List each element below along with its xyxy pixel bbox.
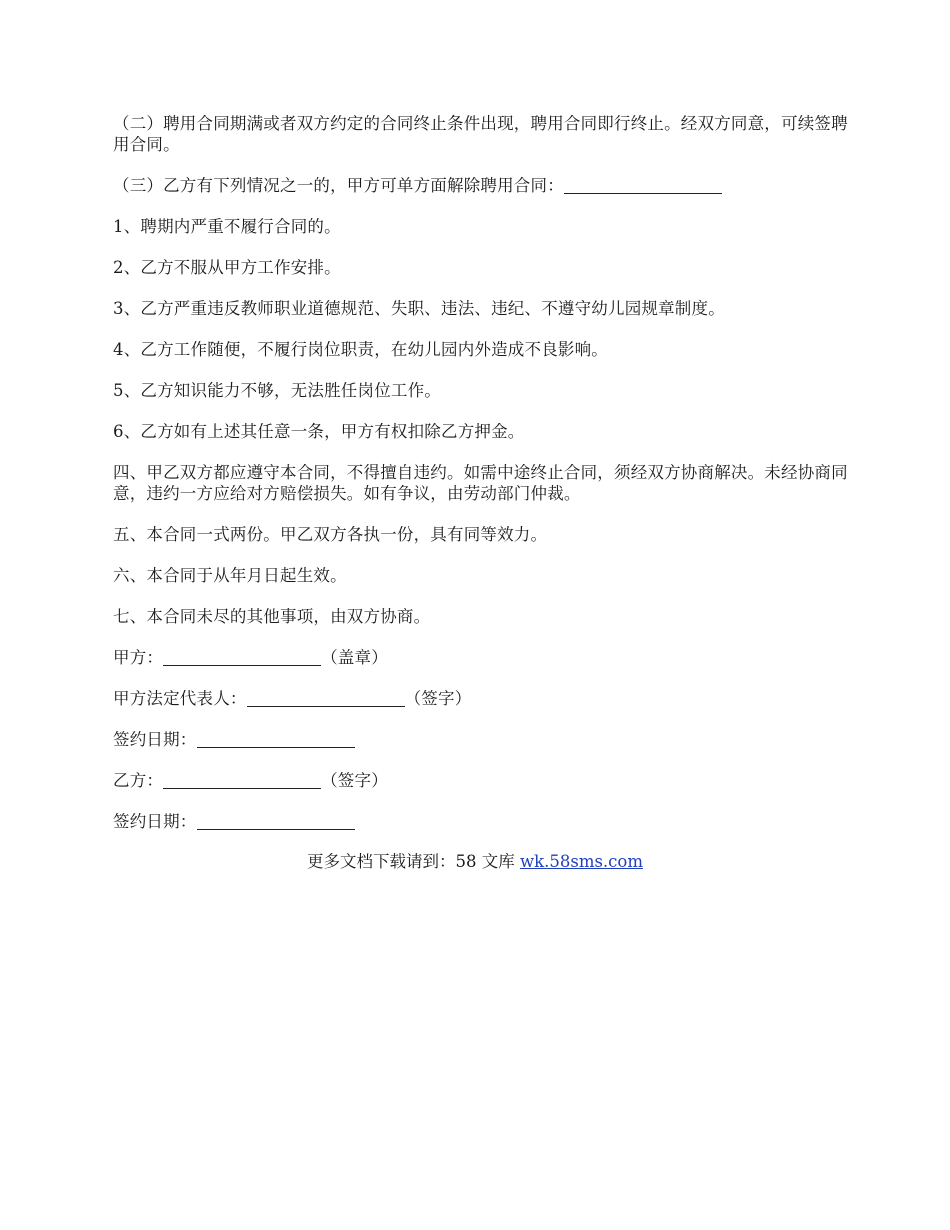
list-item: 1、聘期内严重不履行合同的。 [113, 217, 341, 236]
list-item: 2、乙方不服从甲方工作安排。 [113, 258, 341, 277]
list-item: 6、乙方如有上述其任意一条，甲方有权扣除乙方押金。 [113, 422, 525, 441]
party-b-signature-line [113, 770, 858, 791]
clause-2-3-text: （三）乙方有下列情况之一的，甲方可单方面解除聘用合同： [113, 176, 564, 195]
list-item: 4、乙方工作随便，不履行岗位职责，在幼儿园内外造成不良影响。 [113, 340, 608, 359]
clause-2-3 [113, 175, 858, 196]
clause-2-2: （二）聘用合同期满或者双方约定的合同终止条件出现，聘用合同即行终止。经双方同意，可续签聘用合同。 [113, 114, 848, 154]
legal-rep-note: （签字） [404, 689, 472, 708]
sign-date-b-label: 签约日期： [113, 812, 197, 831]
fill-in-blank [197, 813, 355, 830]
fill-in-blank [247, 690, 405, 707]
party-a-label: 甲方： [113, 648, 164, 667]
sign-date-a-label: 签约日期： [113, 730, 197, 749]
party-b-label: 乙方： [113, 771, 164, 790]
list-item: 3、乙方严重违反教师职业道德规范、失职、违法、违纪、不遵守幼儿园规章制度。 [113, 299, 725, 318]
fill-in-blank [197, 731, 355, 748]
clause-5: 五、本合同一式两份。甲乙双方各执一份，具有同等效力。 [113, 525, 548, 544]
fill-in-blank [163, 772, 321, 789]
sign-date-b-line [113, 811, 858, 832]
clause-7: 七、本合同未尽的其他事项，由双方协商。 [113, 607, 431, 626]
legal-rep-label: 甲方法定代表人： [113, 689, 247, 708]
footer-text: 更多文档下载请到：58 文库 [306, 852, 520, 871]
fill-in-blank [564, 177, 722, 194]
legal-rep-signature-line [113, 688, 858, 709]
footer-link[interactable]: wk.58sms.com [519, 852, 643, 871]
clause-6: 六、本合同于从年月日起生效。 [113, 566, 347, 585]
party-a-signature-line [113, 647, 858, 668]
party-b-note: （签字） [321, 771, 388, 790]
clause-4: 四、甲乙双方都应遵守本合同，不得擅自违约。如需中途终止合同，须经双方协商解决。未经协商同意，违约一方应给对方赔偿损失。如有争议，由劳动部门仲裁。 [113, 463, 848, 503]
document-body [113, 113, 858, 852]
sign-date-a-line [113, 729, 858, 750]
list-item: 5、乙方知识能力不够，无法胜任岗位工作。 [113, 381, 441, 400]
fill-in-blank [163, 649, 321, 666]
download-footer [0, 851, 950, 872]
party-a-note: （盖章） [321, 648, 388, 667]
